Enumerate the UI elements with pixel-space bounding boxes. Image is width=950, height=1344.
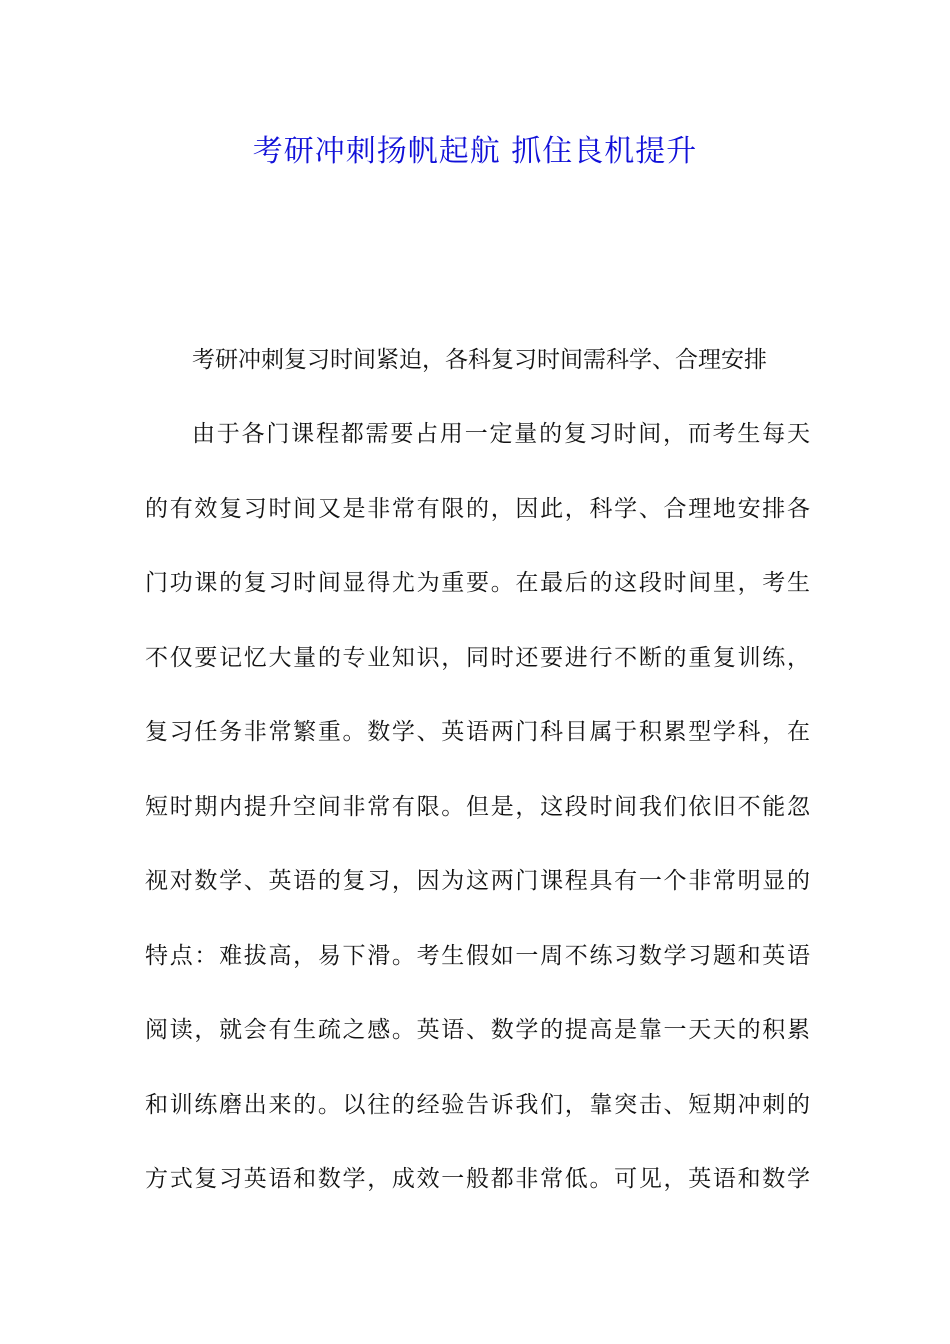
- body-line: 特点：难拔高，易下滑。考生假如一周不练习数学习题和英语: [145, 943, 810, 969]
- body-line: 和训练磨出来的。以往的经验告诉我们，靠突击、短期冲刺的: [145, 1092, 810, 1118]
- body-line: 阅读，就会有生疏之感。英语、数学的提高是靠一天天的积累: [145, 1017, 810, 1043]
- body-line: 方式复习英语和数学，成效一般都非常低。可见，英语和数学: [145, 1166, 810, 1192]
- body-line: 由于各门课程都需要占用一定量的复习时间，而考生每天: [192, 421, 810, 447]
- body-line: 不仅要记忆大量的专业知识，同时还要进行不断的重复训练，: [145, 645, 810, 671]
- body-line: 视对数学、英语的复习，因为这两门课程具有一个非常明显的: [145, 868, 810, 894]
- body-line: 门功课的复习时间显得尤为重要。在最后的这段时间里，考生: [145, 570, 810, 596]
- body-line: 复习任务非常繁重。数学、英语两门科目属于积累型学科，在: [145, 719, 810, 745]
- body-line: 的有效复习时间又是非常有限的，因此，科学、合理地安排各: [145, 496, 810, 522]
- body-line: 短时期内提升空间非常有限。但是，这段时间我们依旧不能忽: [145, 794, 810, 820]
- lead-paragraph: 考研冲刺复习时间紧迫，各科复习时间需科学、合理安排: [192, 347, 767, 373]
- page-title: 考研冲刺扬帆起航 抓住良机提升: [252, 134, 698, 169]
